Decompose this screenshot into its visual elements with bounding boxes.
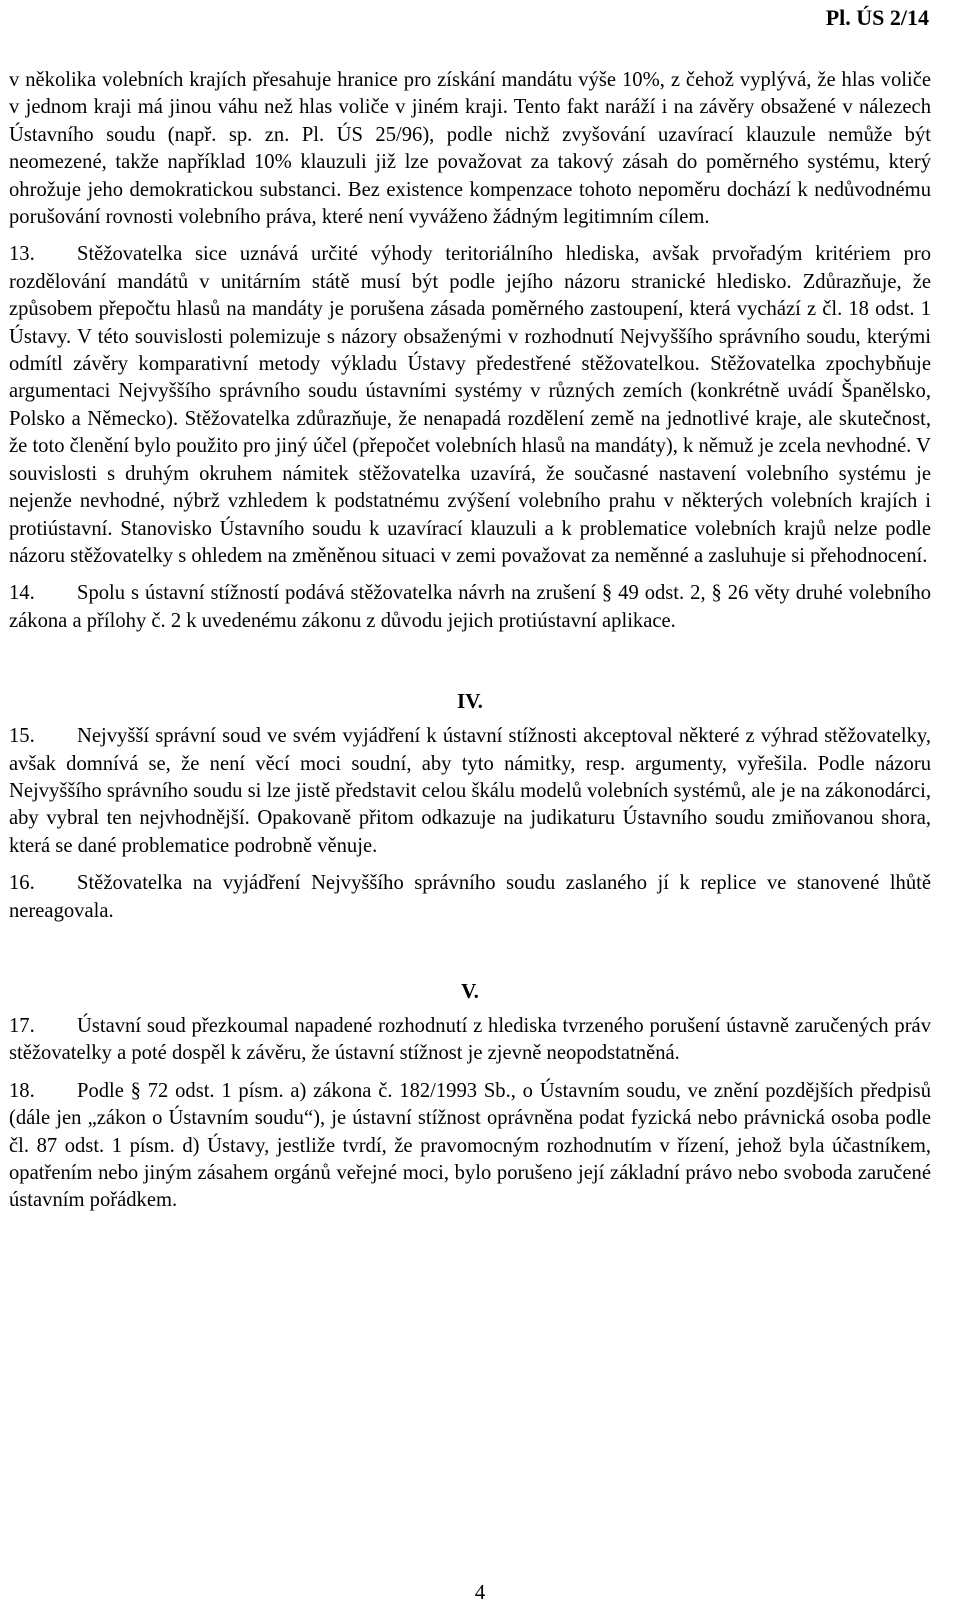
paragraph-number: 17.	[9, 1014, 35, 1037]
paragraph-number: 18.	[9, 1079, 35, 1102]
paragraph-text: Podle § 72 odst. 1 písm. a) zákona č. 182/1993 Sb., o Ústavním soudu, ve znění pozdějších předpisů (dále jen „zákon o Ústavním soudu“), je ústavní stížnost oprávněna podat fyzická nebo právnická osoba podle čl. 87 odst. 1 písm. d) Ústavy, jestliže tvrdí, že pravomocným rozhodnutím v řízení, jehož byla účastníkem, opatřením nebo jiným zásahem orgánů veřejné moci, bylo porušeno její základní právo nebo svoboda zaručené ústavním pořádkem.	[9, 1079, 931, 1212]
paragraph-continued	[9, 67, 931, 231]
paragraph-text: v několika volebních krajích přesahuje hranice pro získání mandátu výše 10%, z čehož vyplývá, že hlas voliče v jednom kraji má jinou váhu než hlas voliče v jiném kraji. Tento fakt naráží i na závěry obsažené v nálezech Ústavního soudu (např. sp. zn. Pl. ÚS 25/96), podle nichž zvyšování uzavírací klauzule nemůže být neomezené, takže například 10% klauzuli již lze považovat za takový zásah do poměrného systému, který ohrožuje jeho demokratickou substanci. Bez existence kompenzace tohoto nepoměru dochází k nedůvodnému porušování rovnosti volebního práva, které není vyváženo žádným legitimním cílem.	[9, 69, 931, 229]
paragraph-13	[9, 241, 931, 570]
section-heading-iv: IV.	[457, 689, 483, 714]
section-heading-v: V.	[461, 978, 479, 1003]
document-body	[9, 67, 931, 1215]
case-reference: Pl. ÚS 2/14	[825, 5, 929, 30]
page-number: 4	[474, 1580, 486, 1604]
paragraph-text: Stěžovatelka sice uznává určité výhody teritoriálního hlediska, avšak prvořadým kritériem pro rozdělování mandátů v unitárním státě musí být podle jejího názoru stranické hledisko. Zdůrazňuje, že způsobem přepočtu hlasů na mandáty je porušena zásada poměrného zastoupení, která vychází z čl. 18 odst. 1 Ústavy. V této souvislosti polemizuje s názory obsaženými v rozhodnutí Nejvyššího správního soudu, kterými odmítl závěry komparativní metody výkladu Ústavy předestřené stěžovatelkou. Stěžovatelka zpochybňuje argumentaci Nejvyššího správního soudu ústavními systémy v různých zemích (konkrétně uvádí Španělsko, Polsko a Německo). Stěžovatelka zdůrazňuje, že nenapadá rozdělení země na jednotlivé kraje, ale skutečnost, že toto členění bylo použito pro jiný účel (přepočet volebních hlasů na mandáty), k němuž je zcela nevhodné. V souvislosti s druhým okruhem námitek stěžovatelka uzavírá, že současné nastavení volebního systému je nejenže nevhodné, nýbrž vzhledem k podstatnému zvýšení volebního prahu v některých volebních krajích i protiústavní. Stanovisko Ústavního soudu k uzavírací klauzuli a k problematice volebních krajů nelze podle názoru stěžovatelky s ohledem na změněnou situaci v zemi považovat za neměnné a zasluhuje si přehodnocení.	[9, 243, 931, 567]
paragraph-text: Nejvyšší správní soud ve svém vyjádření k ústavní stížnosti akceptoval některé z výhrad stěžovatelky, avšak domnívá se, že není věcí moci soudní, aby tyto námitky, resp. argumenty, vyřešila. Podle názoru Nejvyššího správního soudu si lze jistě představit celou škálu modelů volebních systémů, ale je na zákonodárci, aby vybral ten nejvhodnější. Opakovaně přitom odkazuje na judikaturu Ústavního soudu zmiňovanou shora, která se dané problematice podrobně věnuje.	[9, 725, 931, 857]
paragraph-number: 13.	[9, 243, 35, 266]
paragraph-text: Spolu s ústavní stížností podává stěžovatelka návrh na zrušení § 49 odst. 2, § 26 věty druhé volebního zákona a přílohy č. 2 k uvedenému zákonu z důvodu jejich protiústavní aplikace.	[9, 582, 931, 632]
paragraph-number: 15.	[9, 725, 35, 748]
paragraph-number: 16.	[9, 872, 35, 895]
paragraph-15	[9, 723, 931, 860]
paragraph-17	[9, 1013, 931, 1068]
paragraph-text: Ústavní soud přezkoumal napadené rozhodnutí z hlediska tvrzeného porušení ústavně zaručených práv stěžovatelky a poté dospěl k závěru, že ústavní stížnost je zjevně neopodstatněná.	[9, 1014, 931, 1065]
paragraph-text: Stěžovatelka na vyjádření Nejvyššího správního soudu zaslaného jí k replice ve stanovené lhůtě nereagovala.	[9, 872, 931, 922]
paragraph-18	[9, 1078, 931, 1215]
paragraph-number: 14.	[9, 582, 35, 605]
paragraph-16	[9, 870, 931, 925]
paragraph-14	[9, 580, 931, 635]
